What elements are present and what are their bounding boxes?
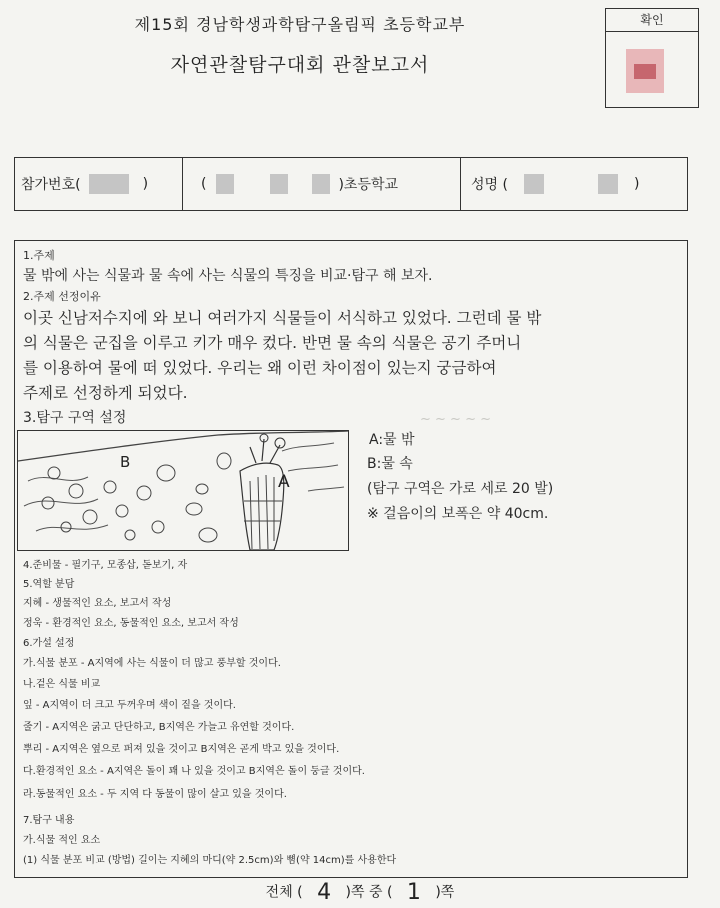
- report-body: [14, 240, 688, 878]
- section2-line4: 주제로 선정하게 되었다.: [23, 384, 188, 402]
- name-cell: [461, 158, 687, 210]
- redacted-school-3: [312, 174, 330, 194]
- section6-line4: 줄기 - A지역은 굵고 단단하고, B지역은 가늘고 유연할 것이다.: [23, 722, 295, 733]
- section6-heading: 6.가설 설정: [23, 638, 75, 649]
- redacted-school-2: [270, 174, 288, 194]
- sketch-label-b: B: [120, 453, 131, 471]
- section6-line3: 잎 - A지역이 더 크고 두꺼우며 색이 짙을 것이다.: [23, 700, 236, 711]
- sketch-drawing: [18, 431, 348, 550]
- section5-line1: 지혜 - 생물적인 요소, 보고서 작성: [23, 598, 172, 609]
- section6-line5: 뿌리 - A지역은 옆으로 퍼져 있을 것이고 B지역은 곧게 박고 있을 것이다.: [23, 744, 340, 755]
- name-close: ): [633, 176, 640, 192]
- section6-line6: 다.환경적인 요소 - A지역은 돌이 꽤 나 있을 것이고 B지역은 돌이 둥글 것이다.: [23, 766, 365, 777]
- school-label: )초등학교: [338, 177, 399, 193]
- section2-line2: 의 식물은 군집을 이루고 키가 매우 컸다. 반면 물 속의 식물은 공기 주머니: [23, 334, 522, 352]
- page-title-line1: 제15회 경남학생과학탐구올림픽 초등학교부: [134, 15, 466, 34]
- section6-line7: 라.동물적인 요소 - 두 지역 다 동물이 많이 살고 있을 것이다.: [23, 789, 287, 800]
- school-open-paren: (: [201, 176, 207, 192]
- participant-number-close: ): [142, 176, 149, 192]
- info-row: [14, 157, 688, 211]
- section3-heading: 3.탐구 구역 설정: [23, 410, 127, 426]
- area-size-note: (탐구 구역은 가로 세로 20 발): [367, 481, 554, 497]
- redacted-participant-number: [89, 174, 129, 194]
- section7-heading: 7.탐구 내용: [23, 815, 75, 826]
- confirm-label: 확인: [606, 9, 698, 32]
- confirm-stamp: [626, 49, 664, 93]
- section7-line2: (1) 식물 분포 비교 (방법) 길이는 지혜의 마디(약 2.5cm)와 뼘(약 14cm)를 사용한다: [23, 855, 397, 866]
- section6-line1: 가.식물 분포 - A지역에 사는 식물이 더 많고 풍부할 것이다.: [23, 658, 281, 669]
- section6-line2: 나.겉은 식물 비교: [23, 679, 101, 690]
- bleed-through-text: ~ ~ ~ ~ ~: [420, 412, 491, 427]
- section7-line1: 가.식물 적인 요소: [23, 835, 101, 846]
- footer-total-label: 전체 (: [265, 884, 303, 901]
- redacted-school-1: [216, 174, 234, 194]
- footer-end-label: )쪽: [435, 884, 455, 901]
- section2-line3: 를 이용하여 물에 떠 있었다. 우리는 왜 이런 차이점이 있는지 궁금하여: [23, 359, 497, 377]
- step-length-note: ※ 걸음이의 보폭은 약 40cm.: [367, 506, 549, 522]
- sketch-label-a: A: [278, 472, 290, 492]
- footer-total-pages: 4: [317, 880, 332, 905]
- section5-heading: 5.역할 분담: [23, 579, 75, 590]
- page-title-line2: 자연관찰탐구대회 관찰보고서: [170, 54, 430, 76]
- footer-page-number: 1: [406, 880, 421, 905]
- participant-number-label: 참가번호(: [21, 177, 81, 193]
- section5-line2: 정욱 - 환경적인 요소, 동물적인 요소, 보고서 작성: [23, 618, 239, 629]
- redacted-name-2: [598, 174, 618, 194]
- section2-heading: 2.주제 선정이유: [23, 290, 101, 303]
- section4-text: 4.준비물 - 필기구, 모종삽, 돋보기, 자: [23, 560, 188, 571]
- section1-text: 물 밖에 사는 식물과 물 속에 사는 식물의 특징을 비교·탐구 해 보자.: [23, 268, 433, 284]
- survey-area-sketch: [17, 430, 349, 551]
- participant-number-cell: [15, 158, 183, 210]
- footer-mid-label: )쪽 중 (: [345, 884, 393, 901]
- legend-a: A:물 밖: [369, 432, 415, 448]
- redacted-name-1: [524, 174, 544, 194]
- confirm-box: [605, 8, 699, 108]
- legend-b: B:물 속: [367, 456, 413, 472]
- school-cell: [183, 158, 461, 210]
- name-label: 성명 (: [471, 177, 508, 193]
- section1-heading: 1.주제: [23, 249, 55, 262]
- page-footer: [0, 880, 720, 905]
- section2-line1: 이곳 신남저수지에 와 보니 여러가지 식물들이 서식하고 있었다. 그런데 물 밖: [23, 309, 542, 327]
